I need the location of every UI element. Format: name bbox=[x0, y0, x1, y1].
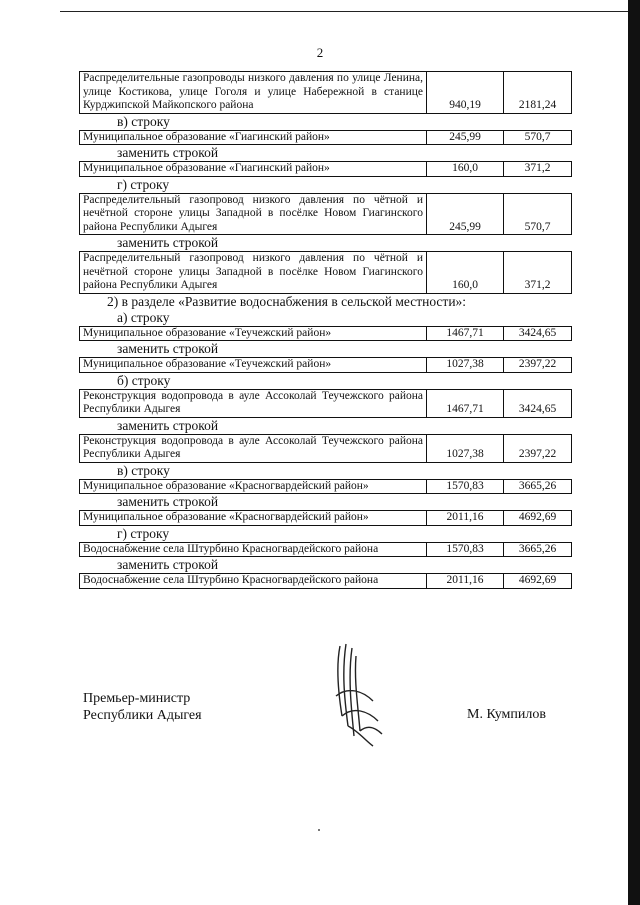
row-name: Реконструкция водопровода в ауле Ассоколай Теучежского района Республики Адыгея bbox=[80, 389, 427, 417]
signatory-title bbox=[83, 690, 202, 724]
row-value-2: 570,7 bbox=[504, 130, 572, 145]
instruction-label: в) строку bbox=[117, 113, 170, 129]
row-value-2: 2181,24 bbox=[504, 72, 572, 114]
row-name: Реконструкция водопровода в ауле Ассоколай Теучежского района Республики Адыгея bbox=[80, 434, 427, 462]
table-row bbox=[79, 130, 572, 146]
row-value-2: 4692,69 bbox=[504, 511, 572, 526]
row-name: Муниципальное образование «Гиагинский район» bbox=[80, 130, 427, 145]
row-value-2: 4692,69 bbox=[504, 574, 572, 589]
scan-edge-bar bbox=[628, 0, 640, 905]
table-row bbox=[79, 573, 572, 589]
row-value-1: 245,99 bbox=[427, 130, 504, 145]
instruction-label: г) строку bbox=[117, 525, 170, 541]
table-row bbox=[79, 251, 572, 294]
table-row bbox=[79, 193, 572, 236]
row-value-1: 1570,83 bbox=[427, 542, 504, 557]
section-heading: 2) в разделе «Развитие водоснабжения в сельской местности»: bbox=[107, 293, 467, 309]
row-value-2: 371,2 bbox=[504, 252, 572, 294]
table-row bbox=[79, 357, 572, 373]
row-value-1: 1467,71 bbox=[427, 389, 504, 417]
row-value-2: 3424,65 bbox=[504, 389, 572, 417]
table-row bbox=[79, 434, 572, 463]
row-name: Муниципальное образование «Красногвардейский район» bbox=[80, 511, 427, 526]
instruction-label: б) строку bbox=[117, 372, 171, 388]
table-row bbox=[79, 71, 572, 114]
row-name: Распределительный газопровод низкого давления по чётной и нечётной стороне улицы Западной в посёлке Новом Гиагинского района Республики Адыгея bbox=[80, 193, 427, 235]
signatory-title-line2: Республики Адыгея bbox=[83, 708, 202, 723]
signatory-title-line1: Премьер-министр bbox=[83, 691, 191, 706]
row-value-1: 245,99 bbox=[427, 193, 504, 235]
table-row bbox=[79, 326, 572, 342]
table-row bbox=[79, 389, 572, 418]
row-name: Муниципальное образование «Гиагинский район» bbox=[80, 162, 427, 177]
row-value-2: 371,2 bbox=[504, 162, 572, 177]
handwritten-signature bbox=[318, 636, 388, 751]
row-name: Водоснабжение села Штурбино Красногвардейского района bbox=[80, 574, 427, 589]
row-name: Муниципальное образование «Теучежский район» bbox=[80, 358, 427, 373]
instruction-label: заменить строкой bbox=[117, 235, 219, 250]
row-value-1: 160,0 bbox=[427, 252, 504, 294]
row-value-1: 940,19 bbox=[427, 72, 504, 114]
row-value-2: 3665,26 bbox=[504, 542, 572, 557]
table-row bbox=[79, 479, 572, 495]
row-value-1: 1027,38 bbox=[427, 358, 504, 373]
row-value-2: 3665,26 bbox=[504, 479, 572, 494]
row-value-2: 2397,22 bbox=[504, 434, 572, 462]
instruction-label: заменить строкой bbox=[117, 341, 219, 356]
row-name: Водоснабжение села Штурбино Красногвардейского района bbox=[80, 542, 427, 557]
row-value-2: 2397,22 bbox=[504, 358, 572, 373]
instruction-label: заменить строкой bbox=[117, 557, 219, 572]
amendments-list bbox=[79, 71, 559, 589]
row-value-1: 160,0 bbox=[427, 162, 504, 177]
table-row bbox=[79, 161, 572, 177]
signatory-name: М. Кумпилов bbox=[467, 707, 546, 722]
row-value-1: 2011,16 bbox=[427, 511, 504, 526]
row-value-1: 1570,83 bbox=[427, 479, 504, 494]
instruction-label: заменить строкой bbox=[117, 494, 219, 509]
instruction-label: заменить строкой bbox=[117, 145, 219, 160]
row-name: Распределительный газопровод низкого давления по чётной и нечётной стороне улицы Западной в посёлке Новом Гиагинского района Республики Адыгея bbox=[80, 252, 427, 294]
row-name: Муниципальное образование «Красногвардейский район» bbox=[80, 479, 427, 494]
instruction-label: в) строку bbox=[117, 462, 170, 478]
page-number: 2 bbox=[316, 45, 324, 60]
instruction-label: а) строку bbox=[117, 309, 170, 325]
scan-top-line bbox=[60, 11, 628, 12]
row-name: Муниципальное образование «Теучежский район» bbox=[80, 326, 427, 341]
row-name: Распределительные газопроводы низкого давления по улице Ленина, улице Костикова, улице Гоголя и улице Набережной в станице Курджипской Майкопского района bbox=[80, 72, 427, 114]
row-value-2: 3424,65 bbox=[504, 326, 572, 341]
row-value-1: 2011,16 bbox=[427, 574, 504, 589]
table-row bbox=[79, 510, 572, 526]
instruction-label: заменить строкой bbox=[117, 417, 219, 433]
row-value-2: 570,7 bbox=[504, 193, 572, 235]
table-row bbox=[79, 542, 572, 558]
row-value-1: 1467,71 bbox=[427, 326, 504, 341]
row-value-1: 1027,38 bbox=[427, 434, 504, 462]
scan-speck bbox=[318, 829, 320, 831]
instruction-label: г) строку bbox=[117, 176, 170, 192]
